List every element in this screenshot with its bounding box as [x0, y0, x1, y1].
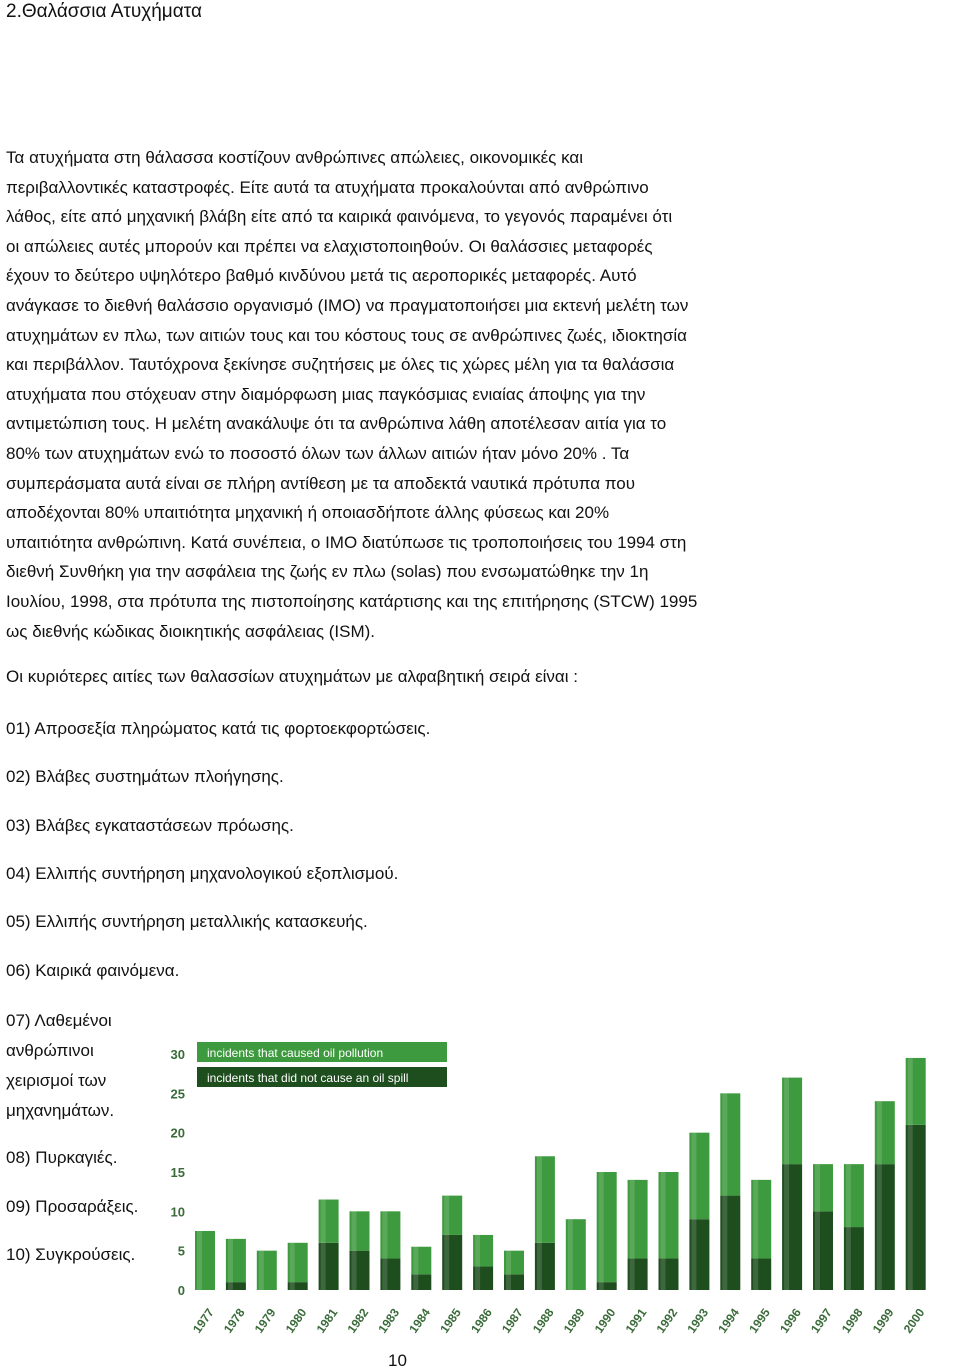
cause-item-04: 04) Ελλιπής συντήρηση μηχανολογικού εξοπλισμού.: [6, 864, 399, 883]
x-tick-label: 1999: [869, 1305, 897, 1336]
paragraph-line: περιβαλλοντικές καταστροφές. Είτε αυτά τα ατυχήματα προκαλούνται από ανθρώπινο: [6, 177, 649, 197]
y-tick-label: 20: [170, 1125, 185, 1141]
x-tick-label: 1983: [375, 1305, 403, 1336]
cause-item-08: 08) Πυρκαγιές.: [6, 1148, 118, 1167]
bar-highlight: [599, 1172, 604, 1290]
bar-highlight: [382, 1211, 387, 1290]
x-tick-label: 1997: [807, 1305, 835, 1336]
x-tick-label: 1988: [529, 1305, 557, 1336]
x-tick-label: 1987: [498, 1305, 526, 1336]
legend-label: incidents that did not cause an oil spill: [207, 1071, 409, 1085]
x-tick-label: 1986: [468, 1305, 495, 1336]
paragraph-line: αντιμετώπιση τους. Η μελέτη ανακάλυψε ότι τα ανθρώπινα λάθη αποτέλεσαν αιτία για το: [6, 414, 667, 434]
bar-highlight: [691, 1133, 696, 1290]
bar-highlight: [506, 1251, 511, 1290]
bar-highlight: [630, 1180, 635, 1290]
paragraph-line: Ιουλίου, 1998, στα πρότυπα της πιστοποίησης κατάρτισης και της επιτήρησης (STCW) 1995: [6, 591, 698, 611]
bar-highlight: [475, 1235, 480, 1290]
y-tick-label: 10: [170, 1204, 185, 1220]
paragraph-line: ατυχημάτων εν πλω, των αιτιών τους και του κόστους τους σε ανθρώπινες ζωές, ιδιοκτησία: [6, 325, 687, 345]
y-tick-label: 5: [177, 1243, 185, 1259]
cause-07-line: 07) Λαθεμένοι: [6, 1011, 112, 1030]
x-tick-label: 1978: [220, 1305, 248, 1336]
bar-highlight: [197, 1231, 202, 1290]
bar-highlight: [259, 1251, 264, 1290]
y-tick-label: 25: [170, 1086, 185, 1102]
bar-highlight: [228, 1239, 233, 1290]
cause-07-line: ανθρώπινοι: [6, 1041, 94, 1060]
paragraph-line: υπαιτιότητα ανθρώπινη. Κατά συνέπεια, ο IMO διατύπωσε τις τροποποιήσεις του 1994 στη: [6, 532, 687, 552]
x-tick-label: 1985: [437, 1305, 464, 1336]
x-tick-label: 1979: [251, 1305, 279, 1336]
x-tick-label: 1993: [684, 1305, 712, 1336]
bar-highlight: [784, 1078, 789, 1290]
y-tick-label: 15: [170, 1165, 185, 1180]
x-tick-label: 1994: [715, 1305, 743, 1336]
causes-intro: Οι κυριότερες αιτίες των θαλασσίων ατυχημάτων με αλφαβητική σειρά είναι :: [6, 667, 578, 686]
cause-07-line: χειρισμοί των: [6, 1071, 107, 1090]
bar-highlight: [290, 1243, 295, 1290]
paragraph-line: έχουν το δεύτερο υψηλότερο βαθμό κινδύνου μετά τις αεροπορικές μεταφορές. Αυτό: [6, 266, 637, 286]
paragraph-line: αποδέχονται 80% υπαιτιότητα μηχανική ή οποιασδήποτε άλλης φύσεως και 20%: [6, 503, 610, 523]
paragraph-line: και περιβάλλον. Ταυτόχρονα ξεκίνησε συζητήσεις με όλες τις χώρες μέλη για τα θαλάσσια: [6, 355, 675, 375]
bar-highlight: [815, 1164, 820, 1290]
bar-highlight: [413, 1247, 418, 1290]
page-heading: 2.Θαλάσσια Ατυχήματα: [6, 1, 202, 22]
cause-item-06: 06) Καιρικά φαινόμενα.: [6, 961, 180, 980]
paragraph-line: διεθνή Συνθήκη για την ασφάλεια της ζωής εν πλω (solas) που ενσωματώθηκε την 1η: [6, 562, 649, 582]
cause-item-03: 03) Βλάβες εγκαταστάσεων πρόωσης.: [6, 816, 294, 835]
paragraph-line: οι απώλειες αυτές μπορούν και πρέπει να ελαχιστοποιηθούν. Οι θαλάσσιες μεταφορές: [6, 236, 653, 256]
x-tick-label: 1980: [282, 1305, 310, 1336]
bar-highlight: [908, 1058, 913, 1290]
cause-item-10: 10) Συγκρούσεις.: [6, 1245, 136, 1264]
x-tick-label: 1982: [344, 1305, 372, 1336]
bar-highlight: [877, 1101, 882, 1290]
oil-incidents-bar-chart: [163, 1032, 953, 1372]
x-tick-label: 1989: [560, 1305, 588, 1336]
cause-item-01: 01) Απροσεξία πληρώματος κατά τις φορτοεκφορτώσεις.: [6, 719, 431, 738]
y-tick-label: 0: [177, 1283, 185, 1298]
x-tick-label: 1992: [653, 1305, 681, 1336]
paragraph-line: συμπεράσματα αυτά είναι σε πλήρη αντίθεση με τα αποδεκτά ναυτικά πρότυπα που: [6, 473, 636, 493]
cause-item-07: [6, 1006, 166, 1126]
body-paragraph: [6, 143, 911, 646]
cause-07-line: μηχανημάτων.: [6, 1101, 115, 1120]
bar-highlight: [753, 1180, 758, 1290]
x-tick-label: 1996: [777, 1305, 804, 1336]
page-number: 10: [388, 1351, 407, 1370]
paragraph-line: ατυχήματα που στόχευαν στην διαμόρφωση μιας παγκόσμιας ενιαίας άποψης για την: [6, 384, 646, 404]
cause-item-05: 05) Ελλιπής συντήρηση μεταλλικής κατασκευής.: [6, 912, 368, 931]
cause-item-02: 02) Βλάβες συστημάτων πλοήγησης.: [6, 767, 284, 786]
paragraph-line: ανάγκασε το διεθνή θαλάσσιο οργανισμό (IMO) να πραγματοποιήσει μια εκτενή μελέτη των: [6, 295, 689, 315]
x-tick-label: 1981: [313, 1305, 341, 1336]
x-tick-label: 1977: [189, 1305, 217, 1336]
x-tick-label: 1990: [591, 1305, 619, 1336]
bar-highlight: [352, 1211, 357, 1290]
bar-highlight: [722, 1093, 727, 1290]
x-tick-label: 1991: [622, 1305, 650, 1336]
x-tick-label: 1984: [406, 1305, 434, 1336]
y-tick-label: 30: [170, 1047, 185, 1062]
paragraph-line: Τα ατυχήματα στη θάλασσα κοστίζουν ανθρώπινες απώλειες, οικονομικές και: [6, 148, 583, 167]
x-tick-label: 1998: [838, 1305, 866, 1336]
bar-highlight: [846, 1164, 851, 1290]
x-tick-label: 2000: [900, 1305, 928, 1336]
paragraph-line: ως διεθνής κώδικας διοικητικής ασφάλειας (ISM).: [6, 621, 376, 641]
paragraph-line: 80% των ατυχημάτων ενώ το ποσοστό όλων των άλλων αιτιών ήταν μόνο 20% . Τα: [6, 443, 630, 463]
bar-highlight: [321, 1200, 326, 1290]
x-tick-label: 1995: [746, 1305, 773, 1336]
bar-highlight: [568, 1219, 573, 1290]
cause-item-09: 09) Προσαράξεις.: [6, 1197, 139, 1216]
bar-highlight: [661, 1172, 666, 1290]
paragraph-line: λάθος, είτε από μηχανική βλάβη είτε από τα καιρικά φαινόμενα, το γεγονός παραμένει ότι: [6, 207, 673, 227]
legend-label: incidents that caused oil pollution: [207, 1046, 384, 1060]
bar-highlight: [537, 1156, 542, 1290]
bar-highlight: [444, 1196, 449, 1290]
